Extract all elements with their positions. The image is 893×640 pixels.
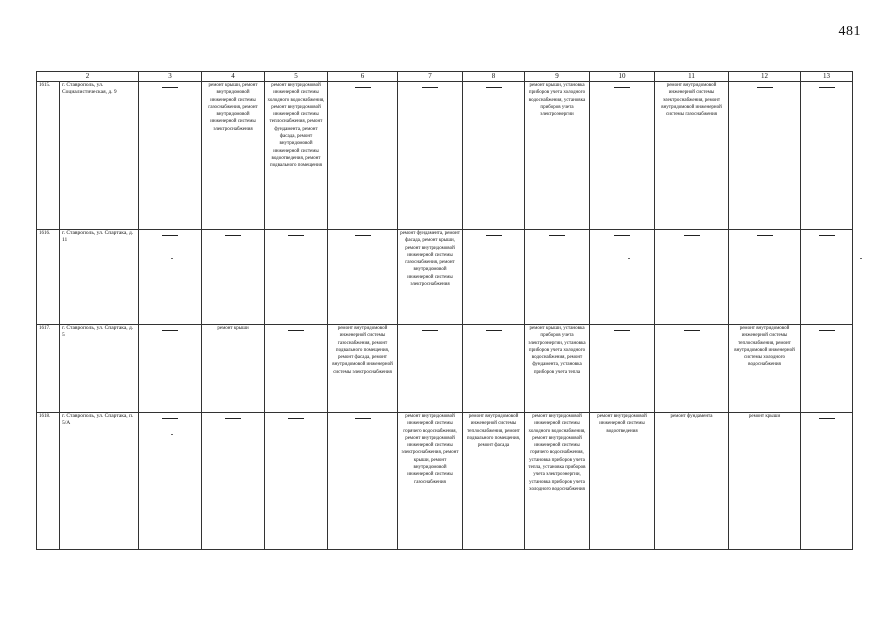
header-cell: 10	[590, 72, 655, 82]
address-cell: г. Ставрополь, ул. Спартака, п. 5/А	[60, 413, 139, 550]
work-cell: ремонт внутридомовой инженерной системы водоотведения	[590, 413, 655, 550]
empty-cell	[265, 230, 328, 325]
dash-mark	[162, 330, 178, 331]
dash-mark	[355, 418, 371, 419]
dash-mark	[549, 235, 565, 236]
table-header-row	[37, 72, 853, 82]
address-cell: г. Ставрополь, ул. Спартака, д. 11	[60, 230, 139, 325]
dash-mark	[486, 330, 502, 331]
empty-cell	[590, 82, 655, 230]
empty-cell	[265, 413, 328, 550]
work-cell: ремонт крыши	[202, 325, 265, 413]
dash-mark	[486, 235, 502, 236]
work-cell: ремонт внутридомовой инженерной системы холодного водоснабжения, ремонт внутридомовой инженерной системы теплоснабжения, ремонт фундамента, ремонт фасада, ремонт внутридомовой инженерной системы водоотведения, ремонт подвального помещения	[265, 82, 328, 230]
work-cell: ремонт внутридомовой инженерной системы холодного водоснабжения, ремонт внутридомовой инженерной системы горячего водоснабжения, установка приборов учета тепла, установка приборов учета электроэнергии, установка приборов учета холодного водоснабжения	[525, 413, 590, 550]
empty-cell	[463, 82, 525, 230]
header-cell: 8	[463, 72, 525, 82]
header-cell: 2	[37, 72, 139, 82]
scan-speck	[171, 434, 173, 435]
work-cell: ремонт крыши, установка приборов учета электроэнергии, установка приборов учета холодного водоснабжения, ремонт фундамента, установка приборов учета тепла	[525, 325, 590, 413]
empty-cell	[139, 413, 202, 550]
empty-cell	[655, 325, 729, 413]
dash-mark	[355, 235, 371, 236]
header-cell: 9	[525, 72, 590, 82]
dash-mark	[422, 87, 438, 88]
empty-cell	[463, 325, 525, 413]
dash-mark	[355, 87, 371, 88]
header-cell: 5	[265, 72, 328, 82]
header-cell: 12	[729, 72, 801, 82]
dash-mark	[288, 235, 304, 236]
address-cell: г. Ставрополь, ул. Спартака, д. 5	[60, 325, 139, 413]
dash-mark	[819, 87, 835, 88]
empty-cell	[139, 325, 202, 413]
empty-cell	[729, 230, 801, 325]
empty-cell	[265, 325, 328, 413]
header-cell: 6	[328, 72, 398, 82]
dash-mark	[162, 87, 178, 88]
empty-cell	[801, 325, 853, 413]
scan-speck	[171, 258, 173, 259]
table-row	[37, 230, 853, 325]
work-cell: ремонт крыши, установка приборов учета холодного водоснабжения, установка приборов учета электроэнергии	[525, 82, 590, 230]
dash-mark	[819, 330, 835, 331]
repair-schedule-table	[36, 71, 853, 550]
empty-cell	[202, 413, 265, 550]
empty-cell	[801, 413, 853, 550]
empty-cell	[328, 82, 398, 230]
dash-mark	[288, 418, 304, 419]
dash-mark	[819, 235, 835, 236]
dash-mark	[486, 87, 502, 88]
work-cell: ремонт крыши, ремонт внутридомовой инженерной системы газоснабжения, ремонт внутридомовой инженерной системы электроснабжения	[202, 82, 265, 230]
header-cell: 11	[655, 72, 729, 82]
dash-mark	[614, 235, 630, 236]
work-cell: ремонт крыши	[729, 413, 801, 550]
dash-mark	[819, 418, 835, 419]
header-cell: 13	[801, 72, 853, 82]
empty-cell	[202, 230, 265, 325]
empty-cell	[801, 230, 853, 325]
empty-cell	[139, 230, 202, 325]
empty-cell	[463, 230, 525, 325]
row-number: 1615.	[37, 82, 60, 230]
empty-cell	[590, 230, 655, 325]
dash-mark	[288, 330, 304, 331]
row-number: 1617.	[37, 325, 60, 413]
header-cell: 7	[398, 72, 463, 82]
scan-speck	[860, 258, 862, 259]
dash-mark	[225, 418, 241, 419]
dash-mark	[757, 235, 773, 236]
header-cell: 3	[139, 72, 202, 82]
work-cell: ремонт внутридомовой инженерной системы горячего водоснабжения, ремонт внутридомовой инженерной системы электроснабжения, ремонт крыши, ремонт внутридомовой инженерной системы газоснабжения	[398, 413, 463, 550]
empty-cell	[328, 230, 398, 325]
work-cell: ремонт внутридомовой инженерной системы газоснабжения, ремонт подвального помещения, ремонт фасада, ремонт внутридомовой инженерной системы электроснабжения	[328, 325, 398, 413]
row-number: 1618.	[37, 413, 60, 550]
table-body	[37, 72, 853, 550]
empty-cell	[590, 325, 655, 413]
table-row	[37, 82, 853, 230]
empty-cell	[328, 413, 398, 550]
dash-mark	[422, 330, 438, 331]
dash-mark	[757, 87, 773, 88]
work-cell: ремонт внутридомовой инженерной системы электроснабжения, ремонт внутридомовой инженерной системы газоснабжения	[655, 82, 729, 230]
page-number: 481	[838, 24, 861, 39]
table-row	[37, 413, 853, 550]
empty-cell	[398, 325, 463, 413]
work-cell: ремонт внутридомовой инженерной системы теплоснабжения, ремонт внутридомовой инженерной системы холодного водоснабжения	[729, 325, 801, 413]
address-cell: г. Ставрополь, ул. Социалистическая, д. 9	[60, 82, 139, 230]
dash-mark	[225, 235, 241, 236]
work-cell: ремонт внутридомовой инженерной системы теплоснабжения, ремонт подвального помещения, ремонт фасада	[463, 413, 525, 550]
dash-mark	[162, 418, 178, 419]
dash-mark	[684, 330, 700, 331]
empty-cell	[729, 82, 801, 230]
empty-cell	[655, 230, 729, 325]
row-number: 1616.	[37, 230, 60, 325]
empty-cell	[398, 82, 463, 230]
dash-mark	[162, 235, 178, 236]
dash-mark	[614, 330, 630, 331]
header-cell: 4	[202, 72, 265, 82]
dash-mark	[614, 87, 630, 88]
dash-mark	[684, 235, 700, 236]
empty-cell	[139, 82, 202, 230]
empty-cell	[801, 82, 853, 230]
work-cell: ремонт фундамента, ремонт фасада, ремонт крыши, ремонт внутридомовой инженерной системы газоснабжения, ремонт внутридомовой инженерной системы электроснабжения	[398, 230, 463, 325]
table-row	[37, 325, 853, 413]
empty-cell	[525, 230, 590, 325]
scan-speck	[628, 258, 630, 259]
work-cell: ремонт фундамента	[655, 413, 729, 550]
